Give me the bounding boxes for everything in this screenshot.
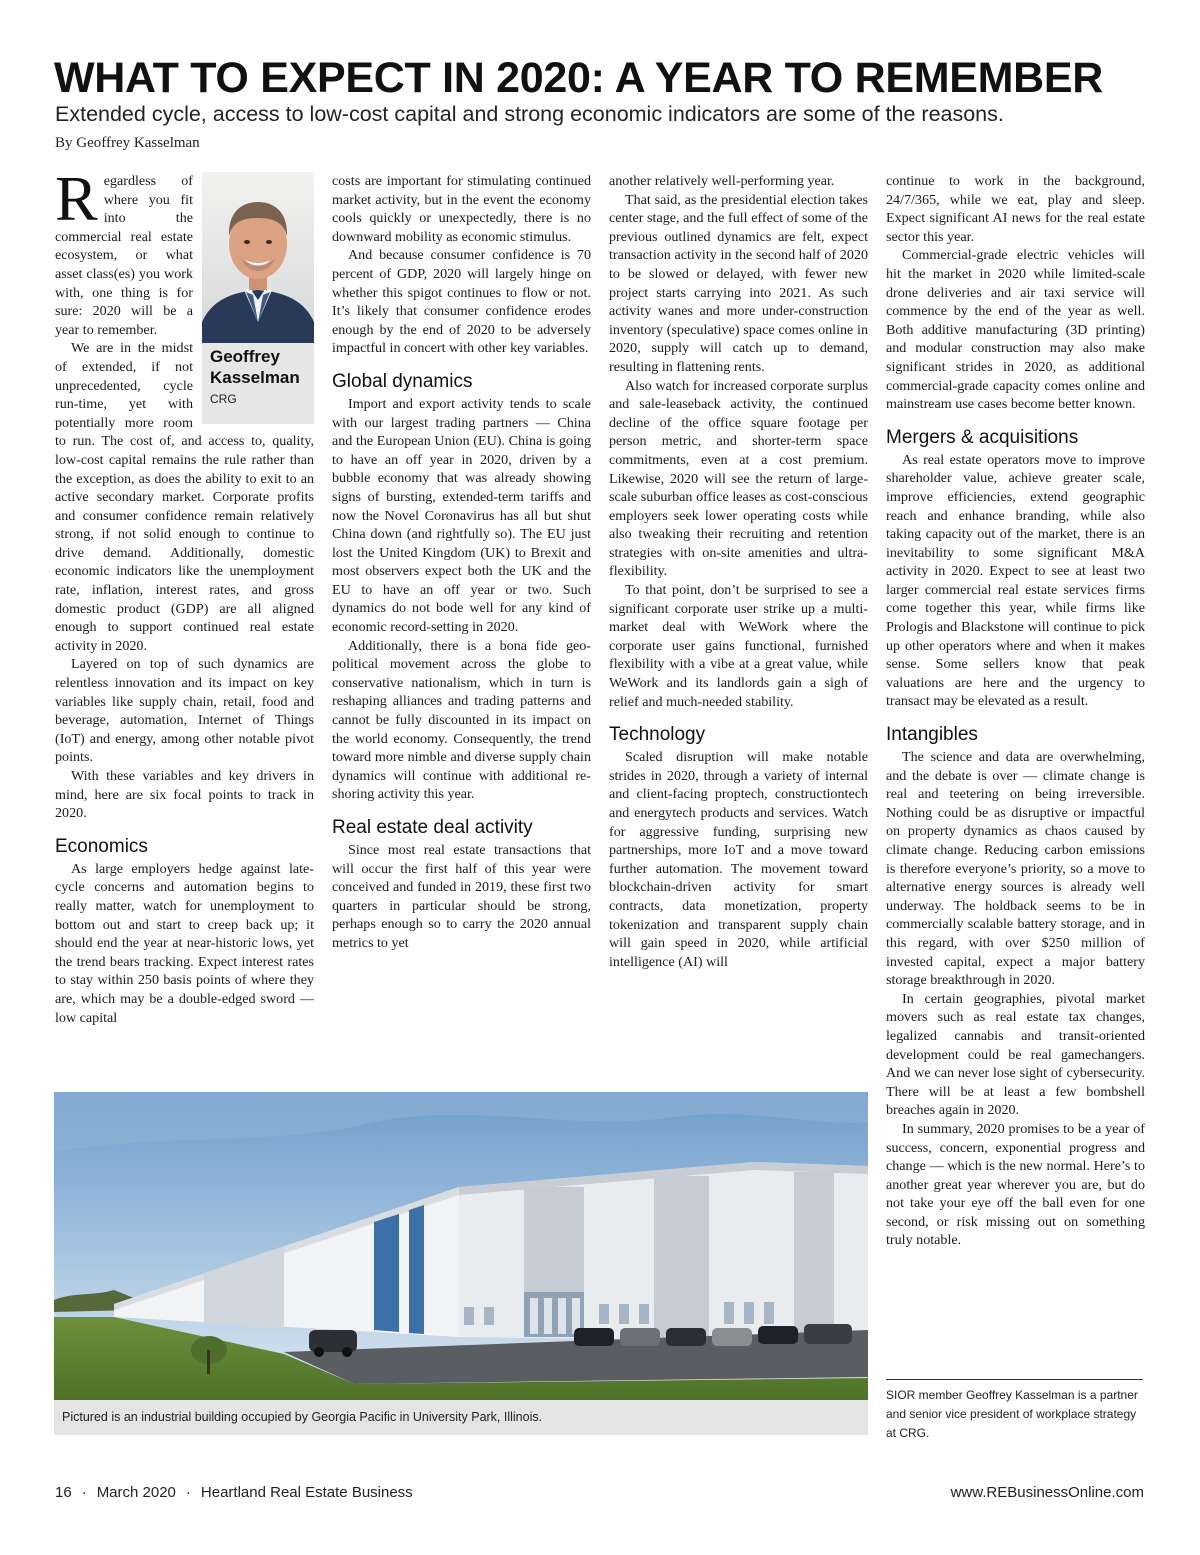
section-heading-intangibles: Intangibles	[886, 724, 978, 746]
section-heading-mergers: Mergers & acquisitions	[886, 426, 1079, 448]
body-paragraph: Also watch for increased corporate surplus and sale-leaseback activity, the continued decline of the office square footage per person metric, and shorter-term space commitments, even at a cost premium. Likewise, 2020 will see the return of large-scale suburban office leases as cost-conscious employers seek lower operating costs while also tweaking their recruiting and retention strategies with on-site amenities and ultra-flexibility.	[609, 377, 868, 580]
section-heading-global-dynamics: Global dynamics	[332, 370, 473, 392]
author-first-name: Geoffrey	[210, 347, 280, 366]
issue-date: March 2020	[96, 1484, 176, 1501]
website-url: www.REBusinessOnline.com	[950, 1484, 1144, 1501]
industrial-building-photo	[54, 1092, 868, 1400]
body-paragraph: That said, as the presidential election takes center stage, and the full effect of some of the previous outlined dynamics are felt, expect transaction activity in the second half of 2020 to be slowed or delayed, with fewer new project starts carrying into 2021. As such activity wanes and more under-construction inventory (speculative) space comes online in 2020, supply will catch up to demand, resulting in flattening rents.	[609, 191, 868, 375]
footer-left: 16 · March 2020 · Heartland Real Estate Business	[55, 1484, 413, 1501]
body-paragraph: costs are important for stimulating continued market activity, but in the event the economy cools quickly or unexpectedly, there is no downward mobility as economic stimulus.	[332, 173, 591, 245]
intro-text: egardless of where you fit into the commercial real estate ecosystem, or what asset class(es) you work with, one thing is for sure: 2020 will be a year to remember.	[55, 173, 193, 338]
body-paragraph: In summary, 2020 promises to be a year of success, concern, exponential progress and change — which is the new normal. Here’s to another great year wherever you are, but do not take your eye off the ball even for one second, or risk missing out on something truly notable.	[886, 1120, 1145, 1249]
author-company: CRG	[210, 392, 237, 406]
article-column-2	[332, 172, 591, 953]
author-portrait-box	[202, 172, 314, 424]
author-name	[210, 346, 300, 388]
section-heading-technology: Technology	[609, 724, 706, 746]
byline: By Geoffrey Kasselman	[55, 135, 200, 151]
drop-cap: R	[55, 163, 98, 234]
body-paragraph: With these variables and key drivers in mind, here are six focal points to track in 2020.	[55, 768, 314, 822]
bio-divider	[886, 1379, 1143, 1380]
body-paragraph: To that point, don’t be surprised to see a significant corporate user strike up a multi-market deal with WeWork where the corporate user gains functional, furnished flexibility with a vibe at a great value, while WeWork and its landlords gain a sigh of relief and much-needed stability.	[609, 582, 868, 710]
body-paragraph: As real estate operators move to improve shareholder value, achieve greater scale, improve efficiencies, extend geographic reach and enhance branding, while also taking capacity out of the market, there is an inevitability to some significant M&A activity in 2020. Expect to see at least two larger commercial real estate services firms come together this year, while firms like Prologis and Blackstone will continue to pick up other operators where and when it makes sense. Some sellers know that peak valuations are here and the urgency to transact may be elevated as a result.	[886, 451, 1145, 710]
body-paragraph: Import and export activity tends to scale with our largest trading partners — China and the European Union (EU). China is going to have an off year in 2020, driven by a bubble economy that was already showing signs of bursting, extended-term tariffs and now the Novel Coronavirus has all but shut China down (and rightfully so). The EU just lost the United Kingdom (UK) to Brexit and most observers expect both the UK and the EU to have an off year or two. Such dynamics do not bode well for any kind of economic record-setting in 2020.	[332, 395, 591, 636]
body-paragraph: continue to work in the background, 24/7/365, while we eat, play and sleep. Expect significant AI news for the real estate sector this year.	[886, 173, 1145, 245]
body-paragraph: Since most real estate transactions that will occur the first half of this year were conceived and funded in 2019, these first two quarters in particular should be strong, perhaps enough so to carry the 2020 annual metrics to yet	[332, 842, 591, 951]
author-portrait-photo	[202, 172, 314, 343]
body-paragraph: Layered on top of such dynamics are relentless innovation and its impact on key variables like supply chain, retail, food and beverage, automation, Internet of Things (IoT) and energy, among other notable pivot points.	[55, 656, 314, 766]
publication-name: Heartland Real Estate Business	[200, 1484, 413, 1501]
author-bio: SIOR member Geoffrey Kasselman is a partner and senior vice president of workplace strategy at CRG.	[886, 1388, 1138, 1440]
body-paragraph: And because consumer confidence is 70 percent of GDP, 2020 will largely hinge on whether this spigot continues to flow or not. It’s likely that consumer confidence erodes enough by the end of 2020 to be adversely impactful in concert with other key variables.	[332, 247, 591, 357]
article-column-3	[609, 172, 868, 971]
article-column-4	[886, 172, 1145, 1250]
body-paragraph: Scaled disruption will make notable strides in 2020, through a variety of internal and client-facing proptech, constructiontech and energytech products and services. Watch for aggressive funding, surprising new partnerships, more IoT and a move toward further automation. The movement toward blockchain-driven activity for smart contracts, data monetization, property tokenization and transparent supply chain will gain speed in 2020, while artificial intelligence (AI) will	[609, 749, 868, 970]
body-paragraph: We are in the midst of extended, if not unprecedented, cycle run-time, yet with potentially more room to run. The cost of, and access to, quality, low-cost capital remains the rule rather than the exception, as does the ability to exit to an active secondary market. Corporate profits and consumer confidence remain relatively strong, if not solid enough to continue to drive demand. Additionally, domestic economic indicators like the unemployment rate, inflation, interest rates, and gross domestic product (GDP) are all aligned enough to support continued real estate activity in 2020.	[55, 340, 314, 654]
author-last-name: Kasselman	[210, 368, 300, 387]
photo-caption: Pictured is an industrial building occupied by Georgia Pacific in University Park, Illinois.	[62, 1410, 543, 1424]
feature-photo-box	[54, 1092, 868, 1435]
body-paragraph: Additionally, there is a bona fide geo-political movement across the globe to conservative nationalism, which in turn is reshaping alliances and trading patterns and cannot be fully discounted in its impact on the world economy. Consequently, the trend toward more nimble and diverse supply chain dynamics will continue with additional re-shoring activity this year.	[332, 637, 591, 803]
body-paragraph: The science and data are overwhelming, and the debate is over — climate change is real and teetering on being irreversible. Nothing could be as disruptive or impactful on property dynamics as chaos caused by climate change. Reducing carbon emissions is therefore everyone’s priority, so a move to alternative energy sources is already well underway. The holdback seems to be in commercially scalable battery storage, and in this regard, with over $250 million of invested capital, expect a major battery storage breakthrough in 2020.	[886, 749, 1145, 989]
body-paragraph: Commercial-grade electric vehicles will hit the market in 2020 while limited-scale drone deliveries and air taxi service will commence by the end of the year as well. Both additive manufacturing (3D printing) and modular construction may also make significant strides in 2020, as additional commercial-grade capacity comes online and mainstream use cases become better known.	[886, 247, 1145, 413]
section-heading-deal-activity: Real estate deal activity	[332, 817, 533, 838]
body-paragraph: As large employers hedge against late-cycle concerns and automation begins to really matter, watch for unemployment to bottom out and start to creep back up; it should end the year at near-historic lows, yet the trend bears tracking. Expect interest rates to stay within 250 basis points of where they are, which may be a double-edged sword — low capital	[55, 860, 314, 1026]
section-heading-economics: Economics	[55, 835, 148, 857]
body-paragraph: In certain geographies, pivotal market movers such as real estate tax changes, legalized cannabis and transit-oriented development could be real gamechangers. And we can never lose sight of cybersecurity. There will be at least a few bombshell breaches again in 2020.	[886, 990, 1145, 1119]
body-paragraph: another relatively well-performing year.	[609, 173, 835, 189]
headline: WHAT TO EXPECT IN 2020: A YEAR TO REMEMBER	[54, 54, 1104, 102]
article-column-1	[55, 163, 314, 1027]
subheadline: Extended cycle, access to low-cost capital and strong economic indicators are some of the reasons.	[55, 102, 1004, 126]
page-number: 16	[55, 1484, 72, 1501]
